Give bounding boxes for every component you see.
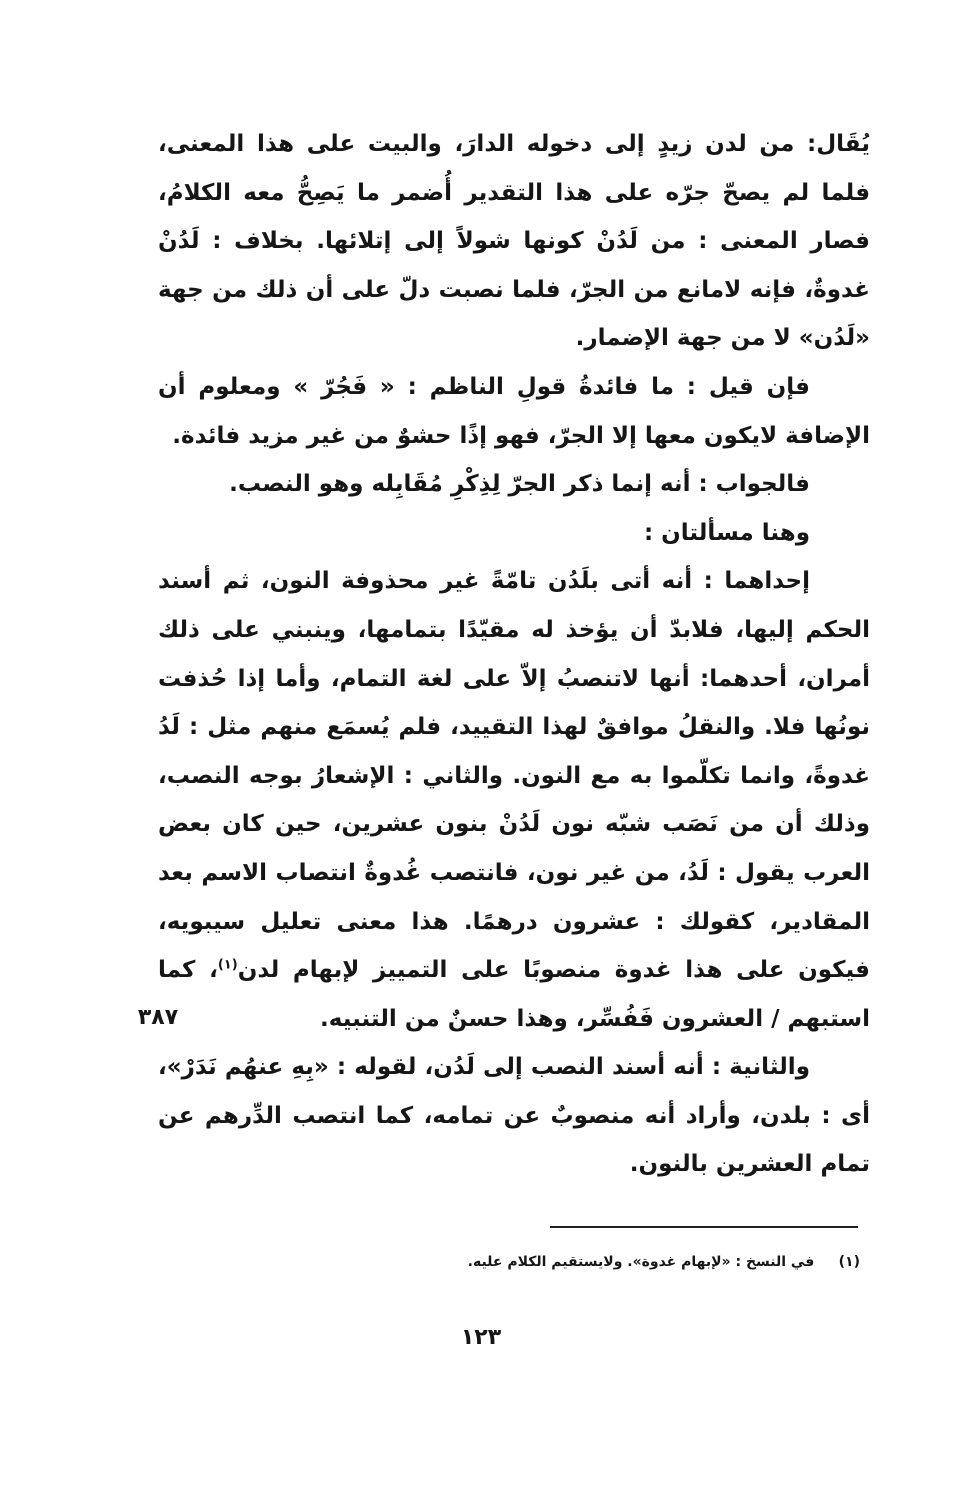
paragraph-2: فإن قيل : ما فائدةُ قولِ الناظم : « فَجُرّ » ومعلوم أن الإضافة لايكون معها إلا الجرّ، فهو إذًا حشوٌ من غير مزيد فائدة. [158,373,870,449]
paragraph-6: والثانية : أنه أسند النصب إلى لَدُن، لقوله : «بِهِ عنهُم نَدَرْ»، أى : بلدن، وأراد أنه منصوبٌ عن تمامه، كما انتصب الدِّرهم عن تمام العشرين بالنون. [158,1054,870,1178]
footnote-text: في النسخ : «لإبهام غدوة». ولايستقيم الكلام عليه. [467,1254,815,1270]
main-text [158,120,870,1189]
paragraph-4: وهنا مسألتان : [643,519,810,546]
manuscript-folio-number: ٣٨٧ [137,1005,179,1030]
paragraph-5-text: إحداهما : أنه أتى بلَدُن تامّةً غير محذوفة النون، ثم أسند الحكم إليها، فلابدّ أن يؤخذ له مقيّدًا بتمامها، وينبني على ذلك أمران، أحدهما: أنها لاتنصبُ إلاّ على لغة التمام، وأما إذا حُذفت نونُها فلا. والنقلُ موافقٌ لهذا التقييد، فلم يُسمَع منهم مثل : لَدُ غدوةً، وانما تكلّموا به مع النون. والثاني : الإشعارُ بوجه النصب، وذلك أن من نَصَب شبّه نون لَدُنْ بنون عشرين، حين كان بعض العرب يقول : لَدُ، من غير نون، فانتصب غُدوةٌ انتصاب الاسم بعد المقادير، كقولك : عشرون درهمًا. هذا معنى تعليل سيبويه، فيكون على هذا غدوة منصوبًا على التمييز لإبهام لدن [158,568,870,984]
footnote-number: (١) [838,1254,860,1270]
footnote-divider [550,1226,858,1228]
paragraph-5 [158,557,870,1043]
paragraph-1: يُقَال: من لدن زيدٍ إلى دخوله الدارَ، والبيت على هذا المعنى، فلما لم يصحّ جرّه على هذا التقدير أُضمر ما يَصِحُّ معه الكلامُ، فصار المعنى : من لَدُنْ كونها شولاً إلى إتلائها. بخلاف : لَدُنْ غدوةٌ، فإنه لامانع من الجرّ، فلما نصبت دلّ على أن ذلك من جهة «لَدُن» لا من جهة الإضمار. [158,131,870,352]
paragraph-3: فالجواب : أنه إنما ذكر الجرّ لِذِكْرِ مُقَابِله وهو النصب. [229,471,810,498]
footnote [300,1254,860,1270]
paragraph-5-continuation: ، كما استبهم / العشرون فَفُسِّر، وهذا حسنٌ من التنبيه. [158,957,870,1032]
footnote-reference: (١) [217,957,238,973]
page-number: ١٢٣ [460,1325,502,1350]
